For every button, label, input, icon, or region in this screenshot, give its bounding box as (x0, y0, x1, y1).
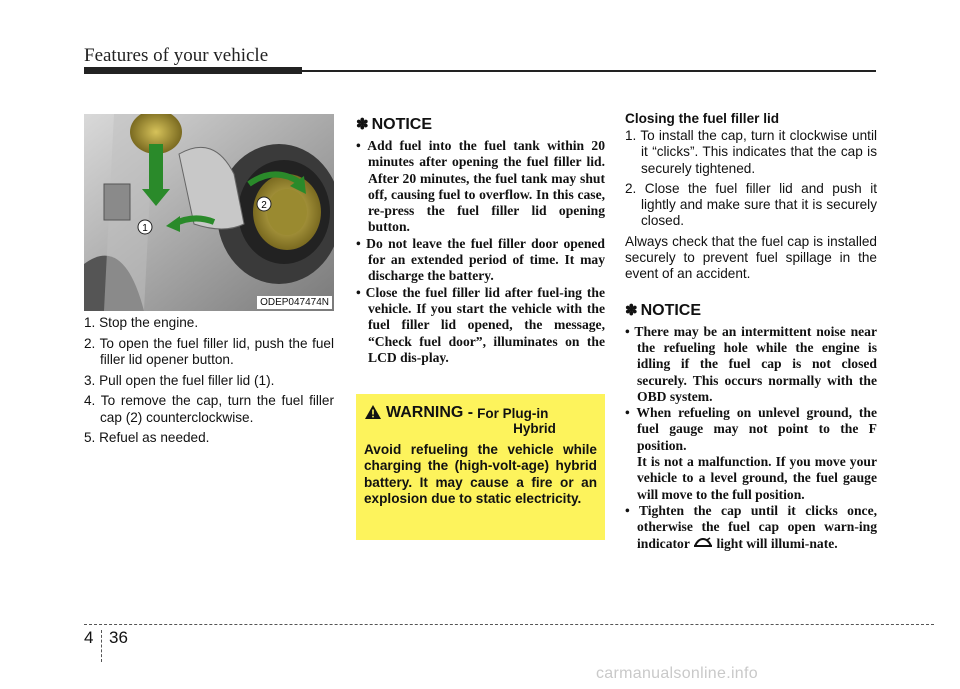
fuel-filler-photo (84, 114, 334, 311)
step-item: 3. Pull open the fuel filler lid (1). (84, 372, 275, 388)
star-icon: ✽ (625, 301, 638, 319)
notice-item: • Close the fuel filler lid after fuel-ing the vehicle. If you start the vehicle with the fuel filler lid opened, the message, “Check fuel door”, illuminates on the LCD dis-play. (356, 284, 605, 365)
notice-item-line: • When refueling on unlevel ground, the fuel gauge may not point to the F position. (625, 405, 877, 453)
closing-title: Closing the fuel filler lid (625, 111, 780, 126)
page-number: 36 (109, 628, 128, 647)
closing-section (625, 111, 877, 552)
callout-1: 1 (142, 223, 148, 234)
step-item: 2. To open the fuel filler lid, push the fuel filler lid opener button. (84, 335, 334, 367)
closing-step: 2. Close the fuel filler lid and push it lightly and make sure that it is securely closed. (625, 180, 877, 229)
figure-code: ODEP047474N (257, 296, 332, 309)
notice-item (625, 405, 877, 503)
step-item: 4. To remove the cap, turn the fuel filler cap (2) counterclockwise. (84, 393, 334, 425)
notice-item: • Do not leave the fuel filler door opened for an extended period of time. It may discharge the battery. (356, 235, 605, 284)
notice-block-1 (356, 115, 605, 366)
footer-divider (101, 630, 102, 662)
notice-title: NOTICE (371, 116, 433, 133)
opening-steps (84, 315, 334, 451)
notice-item-text: light will illumi-nate. (716, 535, 838, 551)
fuel-cap-warning-icon (693, 537, 713, 549)
callout-2: 2 (261, 200, 267, 211)
notice-heading (625, 301, 877, 320)
warning-body: Avoid refueling the vehicle while charging the (high-volt-age) hybrid battery. It may cause a fire or an explosion due to static electricity. (364, 442, 597, 506)
warning-box (356, 394, 605, 540)
step-item: 5. Refuel as needed. (84, 430, 210, 445)
notice-item: • There may be an intermittent noise near the refueling hole while the engine is idling if the fuel cap is not closed securely. This occurs normally with the OBD system. (625, 323, 877, 404)
header-bar (84, 67, 302, 74)
closing-paragraph: Always check that the fuel cap is installed securely to prevent fuel spillage in the event of an accident. (625, 233, 877, 282)
star-icon: ✽ (356, 116, 369, 133)
chapter-number: 4 (84, 628, 94, 647)
notice-item (625, 503, 877, 552)
notice-item: • Add fuel into the fuel tank within 20 minutes after opening the fuel filler lid. After 20 minutes, the fuel tank may shut off, causing fuel to overflow. In this case, re-press the fuel filler lid opening button. (356, 138, 605, 235)
step-item: 1. Stop the engine. (84, 315, 199, 330)
page-header-title: Features of your vehicle (84, 45, 269, 66)
fuel-filler-illustration (84, 114, 334, 311)
warning-subtitle-line-1: For Plug-in (477, 406, 549, 421)
closing-step: 1. To install the cap, turn it clockwise until it “clicks”. This indicates that the cap is securely tightened. (625, 128, 877, 176)
footer-rule (84, 624, 934, 625)
notice-item-text: • Tighten the cap until it clicks once, otherwise the fuel cap open warn-ing indicator (625, 502, 877, 551)
watermark: carmanualsonline.info (596, 665, 758, 682)
warning-triangle-icon (364, 404, 382, 420)
warning-subtitle (477, 406, 556, 436)
notice-title: NOTICE (640, 301, 702, 319)
header-rule (302, 70, 876, 72)
notice-heading (356, 115, 605, 134)
notice-block-2 (625, 301, 877, 552)
warning-subtitle-line-2: Hybrid (513, 421, 556, 436)
warning-word: WARNING - (386, 404, 474, 421)
warning-heading (364, 404, 597, 436)
notice-item-line: It is not a malfunction. If you move your vehicle to a level ground, the fuel gauge will move to the full position. (637, 454, 877, 502)
